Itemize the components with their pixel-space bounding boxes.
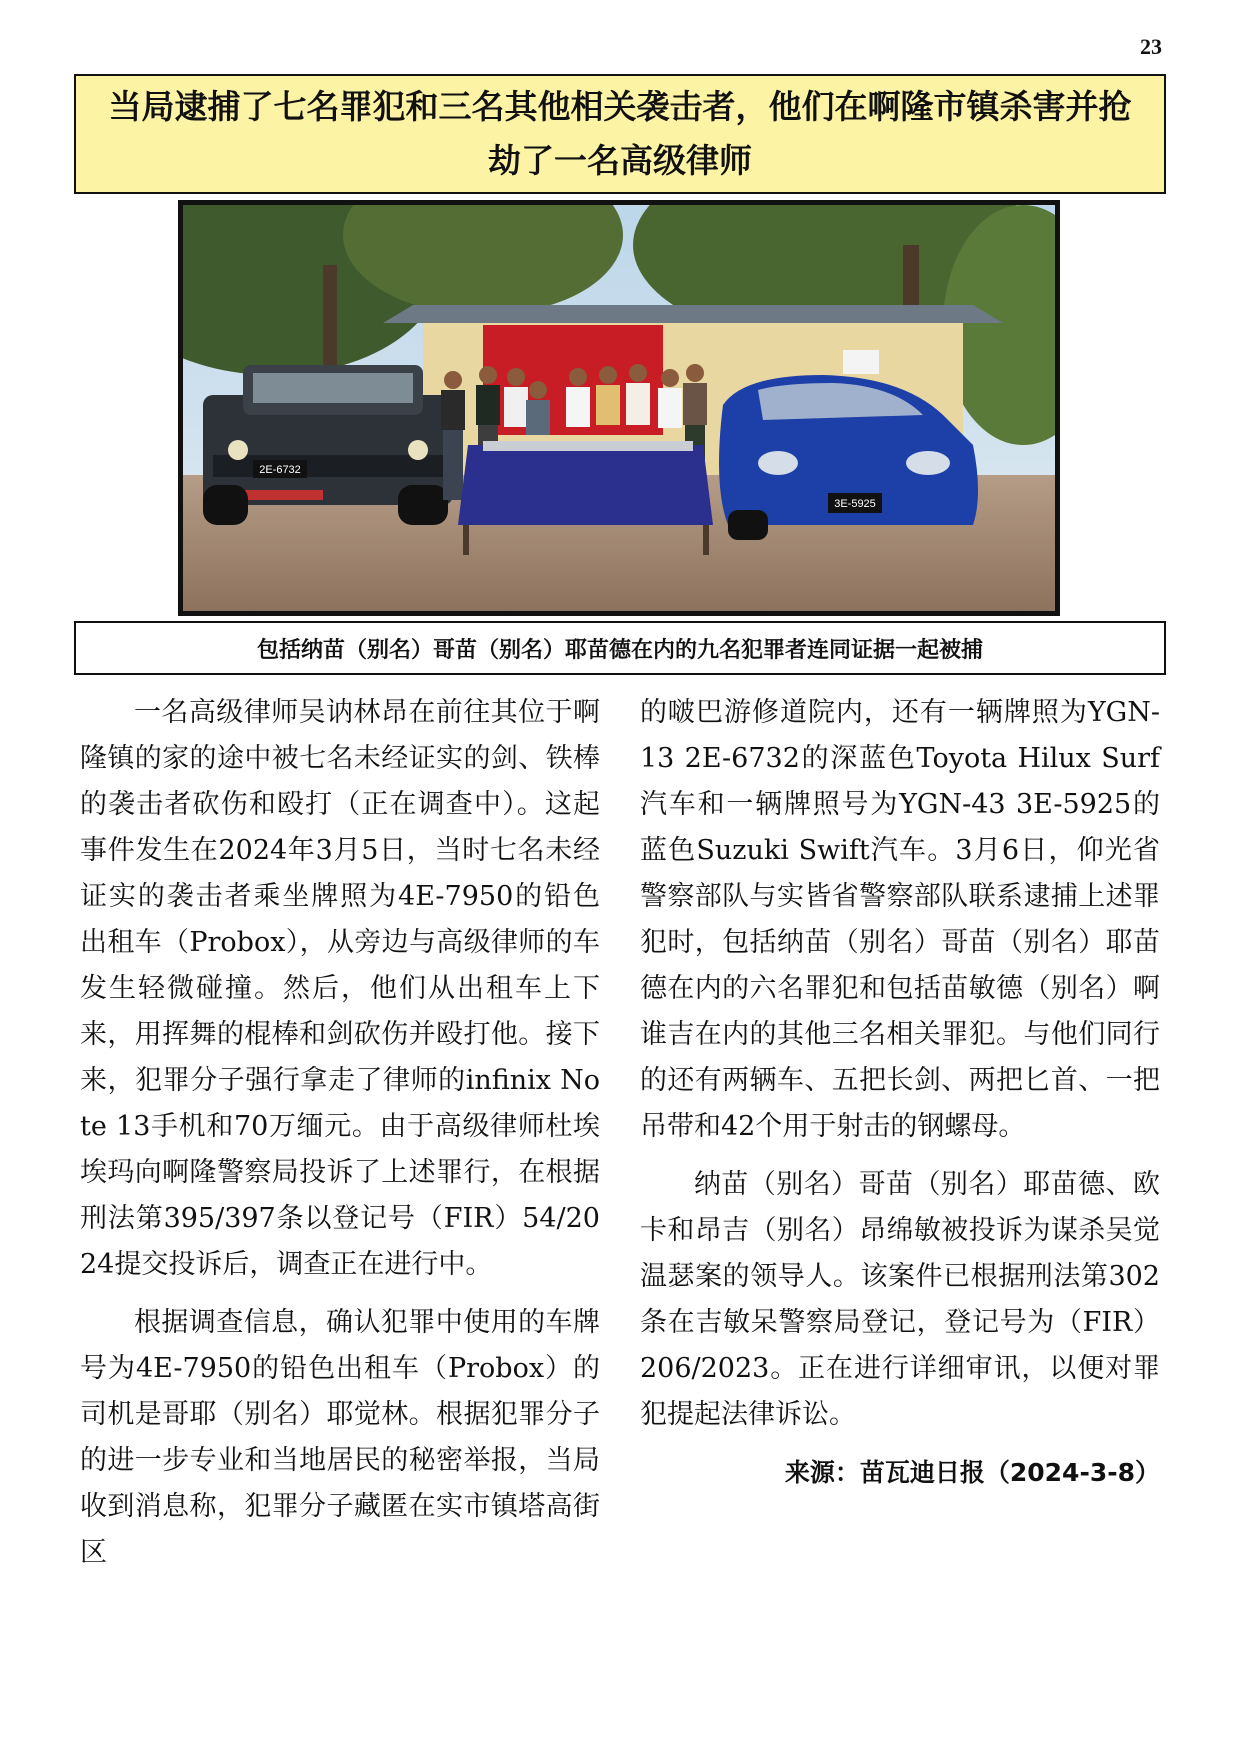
page-number: 23 (1140, 34, 1162, 59)
article-paragraph: 纳苗（别名）哥苗（别名）耶苗德、欧卡和昂吉（别名）昂绵敏被投诉为谋杀吴觉温瑟案的领导人。该案件已根据刑法第302条在吉敏呆警察局登记，登记号为（FIR）206/2023。正在进行详细审讯，以便对罪犯提起法律诉讼。 (640, 1169, 1160, 1430)
plate-left: 2E-6732 (259, 464, 301, 476)
news-photo (178, 200, 1060, 616)
article-column-right (640, 690, 1160, 1496)
plate-right: 3E-5925 (834, 498, 876, 510)
article-paragraph: 的啵巴游修道院内，还有一辆牌照为YGN-13 2E-6732的深蓝色Toyota Hilux Surf汽车和一辆牌照号为YGN-43 3E-5925的蓝色Suzuki Swift汽车。3月6日，仰光省警察部队与实皆省警察部队联系逮捕上述罪犯时，包括纳苗（别名）哥苗（别名）耶苗德在内的六名罪犯和包括苗敏德（别名）啊谁吉在内的其他三名相关罪犯。与他们同行的还有两辆车、五把长剑、两把匕首、一把吊带和42个用于射击的钢螺母。 (640, 697, 1160, 1142)
article-paragraph: 根据调查信息，确认犯罪中使用的车牌号为4E-7950的铅色出租车（Probox）的司机是哥耶（别名）耶觉林。根据犯罪分子的进一步专业和当地居民的秘密举报，当局收到消息称，犯罪分子藏匿在实市镇塔高街区 (80, 1307, 600, 1568)
headline-box (74, 74, 1166, 194)
headline: 当局逮捕了七名罪犯和三名其他相关袭击者，他们在啊隆市镇杀害并抢劫了一名高级律师 (108, 87, 1132, 180)
article-source: 来源：苗瓦迪日报（2024-3-8） (784, 1458, 1160, 1487)
article-column-left (80, 690, 600, 1588)
building-roof (383, 305, 1003, 323)
article-paragraph: 一名高级律师吴讷林昂在前往其位于啊隆镇的家的途中被七名未经证实的剑、铁棒的袭击者砍伤和殴打（正在调查中）。这起事件发生在2024年3月5日，当时七名未经证实的袭击者乘坐牌照为4E-7950的铅色出租车（Probox），从旁边与高级律师的车发生轻微碰撞。然后，他们从出租车上下来，用挥舞的棍棒和剑砍伤并殴打他。接下来，犯罪分子强行拿走了律师的infinix Note 13手机和70万缅元。由于高级律师杜埃埃玛向啊隆警察局投诉了上述罪行，在根据刑法第395/397条以登记号（FIR）54/2024提交投诉后，调查正在进行中。 (80, 697, 600, 1280)
photo-caption: 包括纳苗（别名）哥苗（别名）耶苗德在内的九名犯罪者连同证据一起被捕 (256, 637, 983, 663)
photo-caption-box (74, 621, 1166, 675)
arrest-scene-photo (183, 205, 1055, 611)
